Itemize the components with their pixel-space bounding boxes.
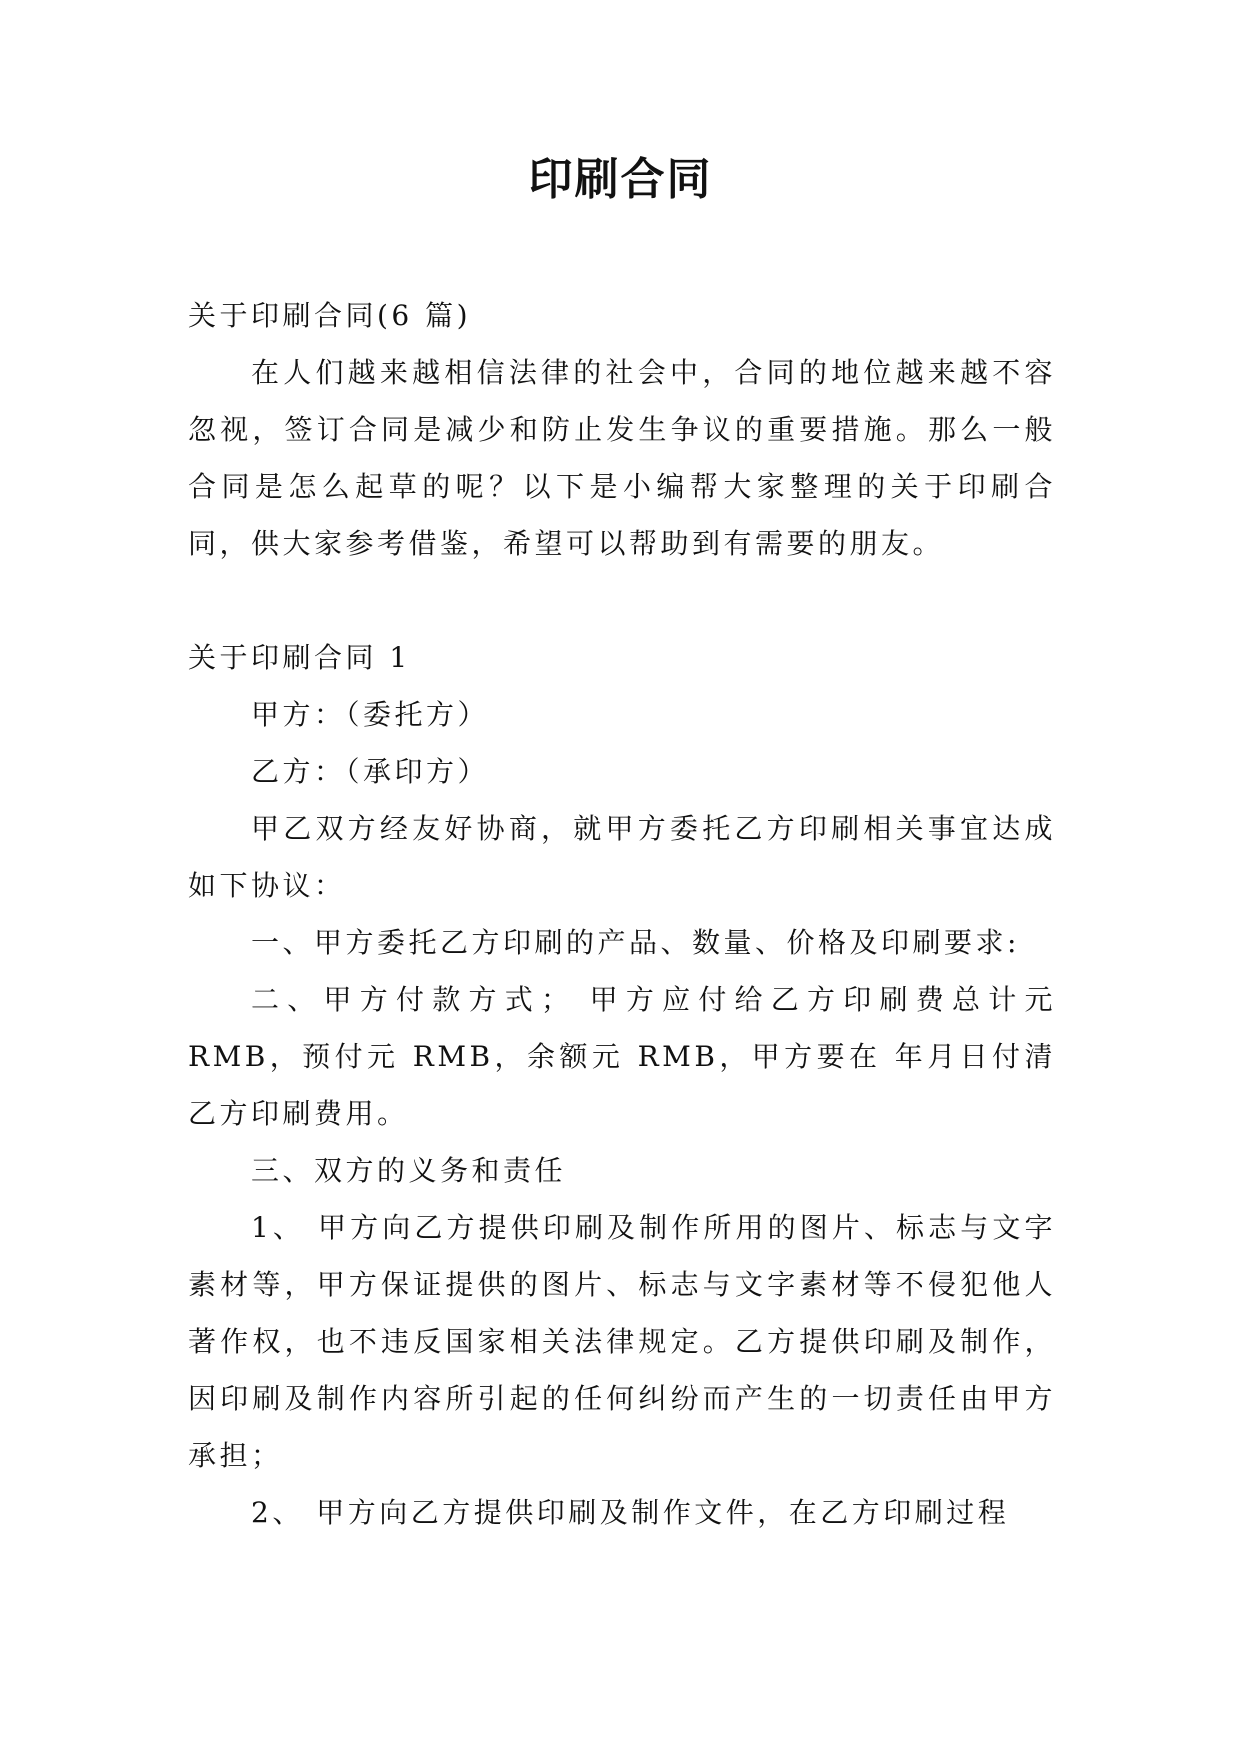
clause-1: 一、甲方委托乙方印刷的产品、数量、价格及印刷要求: bbox=[251, 926, 1020, 959]
party-a-line: 甲方：（委托方） bbox=[251, 698, 490, 731]
clause-3: 三、双方的义务和责任 bbox=[251, 1154, 567, 1187]
intro-paragraph: 在人们越来越相信法律的社会中，合同的地位越来越不容忽视，签订合同是减少和防止发生争议的重要措施。那么一般合同是怎么起草的呢？以下是小编帮大家整理的关于印刷合同，供大家参考借鉴，希望可以帮助到有需要的朋友。 bbox=[188, 356, 1056, 560]
collection-heading: 关于印刷合同(6 篇) bbox=[188, 299, 472, 332]
agreement-intro-paragraph: 甲乙双方经友好协商，就甲方委托乙方印刷相关事宜达成如下协议： bbox=[188, 812, 1056, 902]
document-body bbox=[188, 287, 1056, 1541]
section-title: 关于印刷合同 1 bbox=[188, 641, 411, 674]
clause-3-item-1: 1、 甲方向乙方提供印刷及制作所用的图片、标志与文字素材等，甲方保证提供的图片、标志与文字素材等不侵犯他人著作权，也不违反国家相关法律规定。乙方提供印刷及制作，因印刷及制作内容所引起的任何纠纷而产生的一切责任由甲方承担； bbox=[188, 1211, 1056, 1472]
clause-2: 二、甲方付款方式； 甲方应付给乙方印刷费总计元 RMB，预付元 RMB，余额元 RMB，甲方要在 年月日付清乙方印刷费用。 bbox=[188, 983, 1056, 1130]
clause-3-item-2: 2、 甲方向乙方提供印刷及制作文件，在乙方印刷过程 bbox=[251, 1496, 1010, 1529]
party-b-line: 乙方：（承印方） bbox=[251, 755, 490, 788]
document-title: 印刷合同 bbox=[528, 154, 713, 205]
